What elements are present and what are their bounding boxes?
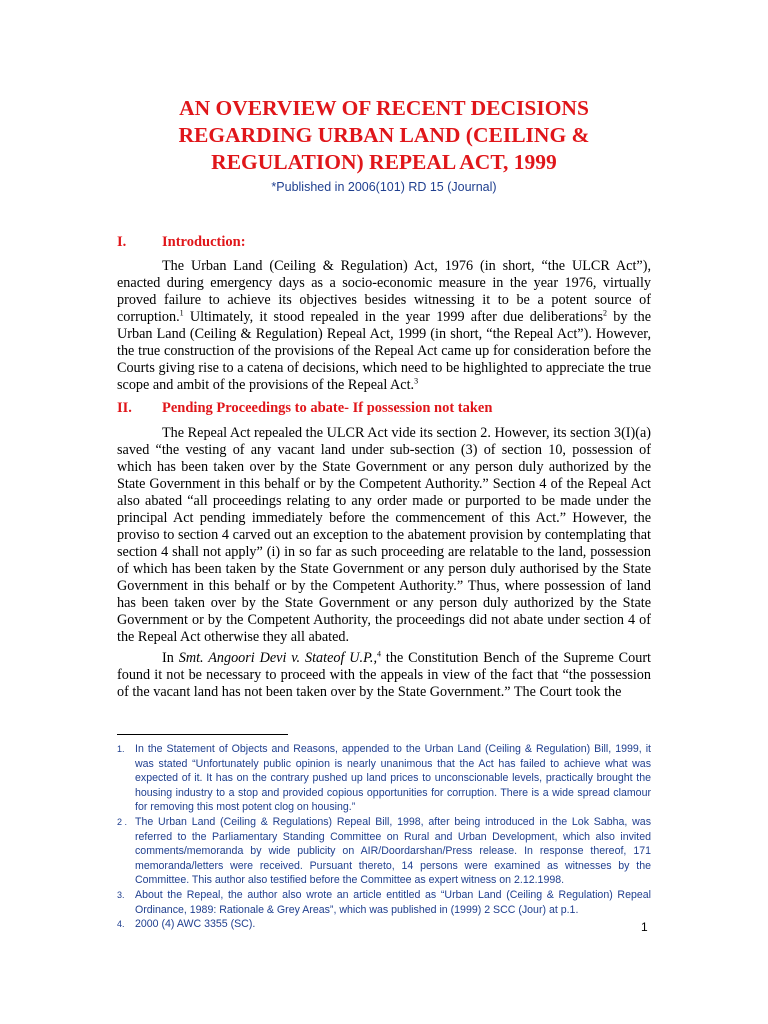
section-heading-introduction [117, 234, 246, 251]
footnote-item [117, 917, 651, 932]
footnote-item [117, 815, 651, 888]
page-number: 1 [641, 920, 648, 934]
document-title [100, 95, 668, 176]
case-text-part: In [162, 650, 179, 666]
case-name: Smt. Angoori Devi v. Stateof U.P., [178, 650, 378, 666]
footnote-text: About the Repeal, the author also wrote an article entitled as “Urban Land (Ceiling & Regulation) Repeal Ordinance, 1989: Rationale & Grey Areas”, which was published in (1999) 2 SCC (Jour) at p.1. [135, 888, 651, 916]
footnote-number: 4. [117, 919, 125, 930]
section-number: I. [117, 234, 127, 250]
section-heading-pending-proceedings [117, 400, 492, 417]
footnote-ref[interactable]: 2 [603, 308, 608, 318]
footnotes [117, 742, 651, 932]
intro-text-part: The Urban Land (Ceiling & Regulation) Act, 1976 (in short, “the ULCR Act”), enacted during emergency days as a socio-economic measure in the year 1976, virtually proved failure to achieve its objectives besides witnessing it to be a potent source of corruption. [117, 258, 651, 325]
footnote-ref[interactable]: 3 [414, 376, 419, 386]
angoori-devi-paragraph [117, 650, 651, 701]
footnote-text: The Urban Land (Ceiling & Regulations) Repeal Bill, 1998, after being introduced in the Lok Sabha, was referred to the Parliamentary Standing Committee on Rural and Urban Development, which also invited comments/memoranda by wide publicity on AIR/Doordarshan/Press release. In response thereof, 171 memoranda/letters were received. Pursuant thereto, 14 persons were examined as witnesses by the Committee. This author also testified before the Committee as expert witness on 2.12.1998. [135, 815, 651, 887]
footnote-ref[interactable]: 4 [377, 649, 382, 659]
case-text-part: the Constitution Bench of the Supreme Court found it not be necessary to proceed with the appeals in view of the fact that “the possession of the vacant land has not been taken over by the State Government.” The Court took the [117, 650, 651, 700]
intro-text-part: by the Urban Land (Ceiling & Regulation) Repeal Act, 1999 (in short, “the Repeal Act”). However, the true construction of the provisions of the Repeal Act came up for consideration before the Courts giving rise to a catena of decisions, which need to be highlighted to appreciate the true scope and ambit of the provisions of the Repeal Act. [117, 309, 651, 393]
title-line-1: AN OVERVIEW OF RECENT DECISIONS [179, 96, 589, 120]
section-title: Introduction: [162, 234, 246, 250]
footnote-text: In the Statement of Objects and Reasons, appended to the Urban Land (Ceiling & Regulation) Bill, 1999, it was stated “Unfortunately public opinion is nearly unanimous that the Act has failed to achieve what was expected of it. It has on the contrary pushed up land prices to unconscionable levels, practically brought the housing industry to a stop and provided copious opportunities for corruption. There is a wide spread clamour for removing this most potent clog on housing.” [135, 743, 651, 814]
footnote-item [117, 888, 651, 917]
footnote-item [117, 742, 651, 815]
intro-text-part: Ultimately, it stood repealed in the year 1999 after due deliberations [183, 309, 604, 325]
footnote-number: 3. [117, 889, 125, 900]
repeal-act-paragraph [117, 425, 651, 646]
title-line-3: REGULATION) REPEAL ACT, 1999 [211, 150, 557, 174]
footnote-separator [117, 734, 288, 735]
footnote-text: 2000 (4) AWC 3355 (SC). [135, 918, 256, 931]
footnote-number: 2 . [117, 816, 128, 827]
introduction-paragraph [117, 258, 651, 394]
repeal-act-text: The Repeal Act repealed the ULCR Act vide its section 2. However, its section 3(I)(a) saved “the vesting of any vacant land under sub-section (3) of section 10, possession of which has been taken over by the State Government or any person duly authorized by the State Government in this behalf or by the Competent Authority.” Section 4 of the Repeal Act also abated “all proceedings relating to any order made or purported to be made under the principal Act pending immediately before the commencement of this Act.” However, the proviso to section 4 carved out an exception to the abatement provision by contemplating that section 4 shall not apply” (i) in so far as such proceeding are relatable to the land, possession of which has been taken by the State Government or any person duly authorised by the State Government in this behalf or by the Competent Authority.” Thus, where possession of land has been taken over by the State Government or any person duly authorized by the State Government or by the Competent Authority, the proceedings did not abate under section 4 of the Repeal Act otherwise they all abated. [117, 425, 651, 645]
footnote-ref[interactable]: 1 [179, 308, 184, 318]
section-number: II. [117, 400, 132, 416]
publication-note: *Published in 2006(101) RD 15 (Journal) [271, 180, 497, 194]
title-line-2: REGARDING URBAN LAND (CEILING & [178, 123, 590, 147]
section-title: Pending Proceedings to abate- If possession not taken [162, 400, 493, 416]
footnote-number: 1. [117, 744, 125, 754]
